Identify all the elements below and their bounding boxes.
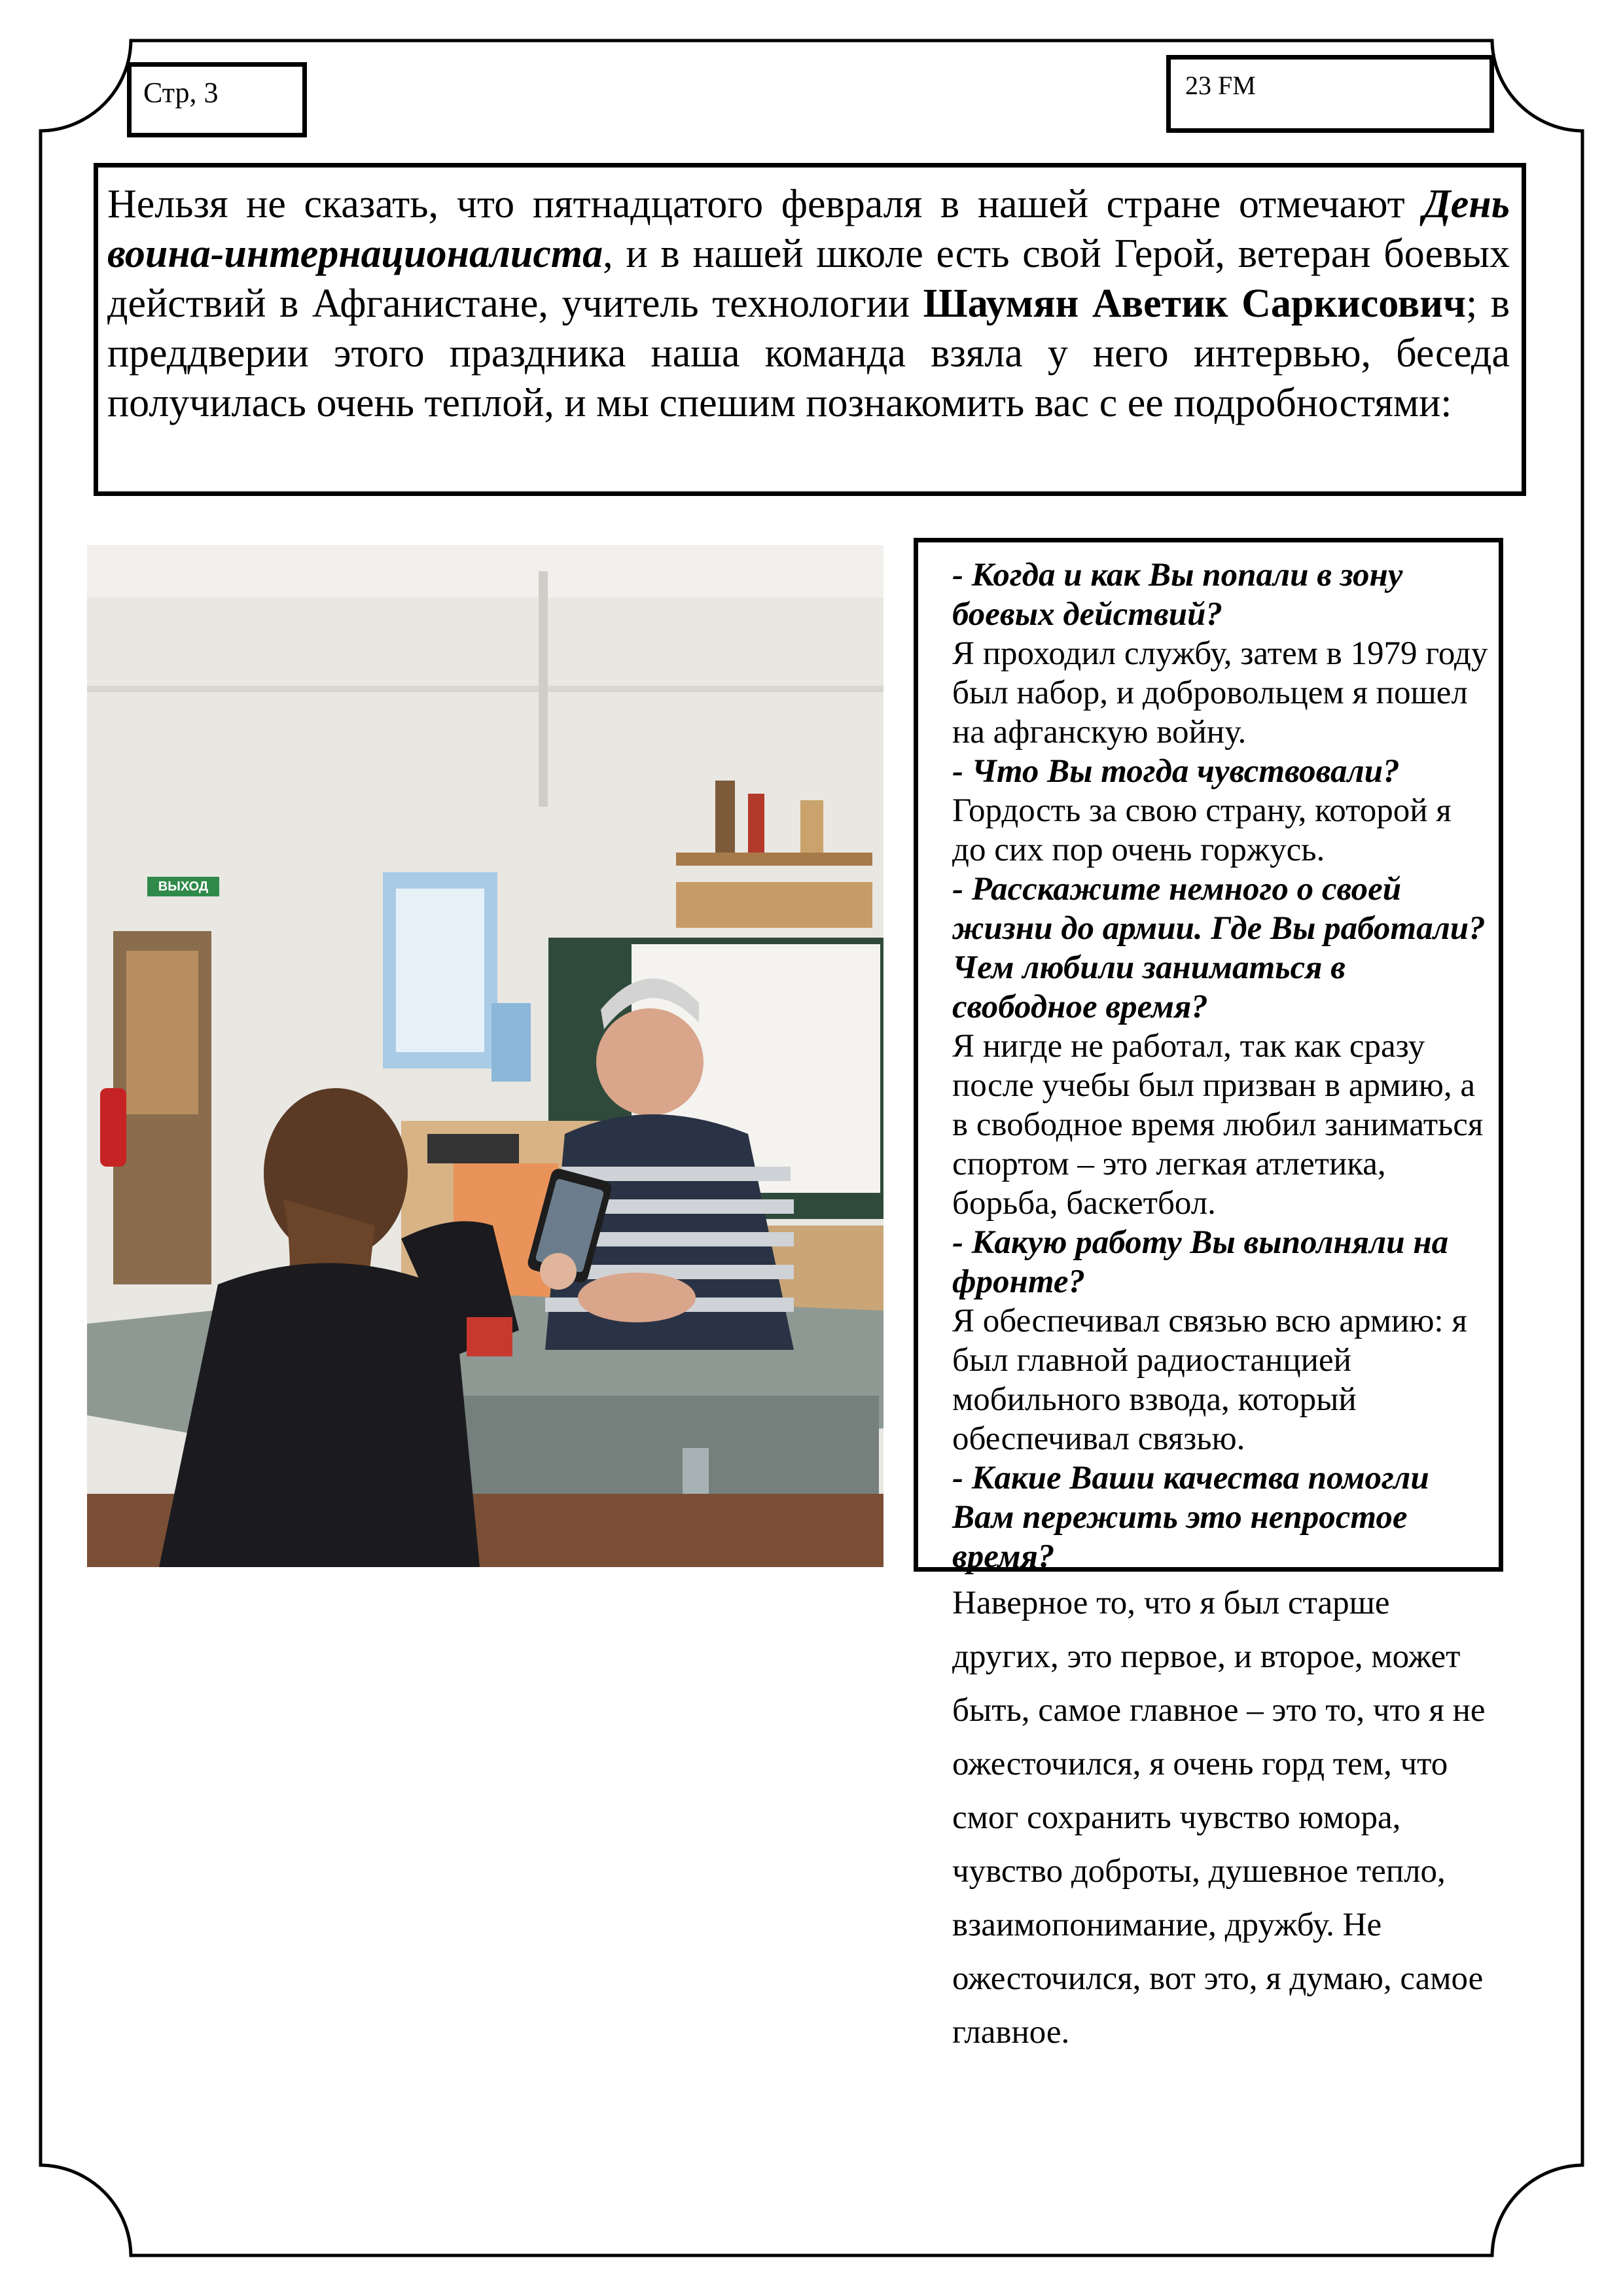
issue-text: 23 FM: [1185, 71, 1256, 100]
hero-name: Шаумян Аветик Саркисович: [923, 281, 1466, 326]
interview-question-4: - Какую работу Вы выполняли на фронте?: [952, 1224, 1449, 1300]
holiday-name: День воина-интернационалиста: [107, 182, 1510, 276]
interview-question-3: - Расскажите немного о своей жизни до армии. Где Вы работали? Чем любили заниматься в свободное время?: [952, 871, 1486, 1025]
page-number: [127, 62, 307, 137]
interview-photo: [87, 545, 883, 1567]
exit-sign: ВЫХОД: [158, 879, 209, 894]
page-number-text: Стр, 3: [143, 77, 219, 109]
interview-answer-3: Я нигде не работал, так как сразу после учебы был призван в армию, а в свободное время любил заниматься спортом – это легкая атлетика, борьба, баскетбол.: [952, 1028, 1484, 1222]
intro-text-1: Нельзя не сказать, что пятнадцатого февраля в нашей стране отмечают: [107, 182, 1423, 226]
interview-question-2: - Что Вы тогда чувствовали?: [952, 753, 1400, 790]
intro-paragraph: [94, 163, 1526, 496]
interview-answer-1: Я проходил службу, затем в 1979 году был набор, и добровольцем я пошел на афганскую войну.: [952, 635, 1488, 751]
issue-label: [1166, 55, 1494, 133]
intro-text-3: ; в преддверии этого праздника наша команда взяла у него интервью, беседа получилась очень теплой, и мы спешим познакомить вас с ее подробностями:: [107, 281, 1510, 425]
interview-question-5: - Какие Ваши качества помогли Вам пережить это непростое время?: [952, 1460, 1429, 1575]
interview-answer-4: Я обеспечивал связью всю армию: я был главной радиостанцией мобильного взвода, который обеспечивал связью.: [952, 1303, 1467, 1457]
intro-text-2: , и в нашей школе есть свой Герой, ветеран боевых действий в Афганистане, учитель технологии: [107, 232, 1510, 326]
interview-column: [914, 538, 1503, 2051]
interview-answer-2: Гордость за свою страну, которой я до сих пор очень горжусь.: [952, 792, 1452, 868]
interview-answer-5: Наверное то, что я был старше других, это первое, и второе, может быть, самое главное – это то, что я не ожесточился, я очень горд тем, что смог сохранить чувство юмора, чувство доброты, душевное тепло, взаимопонимание, дружбу. Не ожесточился, вот это, я думаю, самое главное.: [952, 1585, 1486, 2051]
interview-question-1: - Когда и как Вы попали в зону боевых действий?: [952, 557, 1403, 633]
